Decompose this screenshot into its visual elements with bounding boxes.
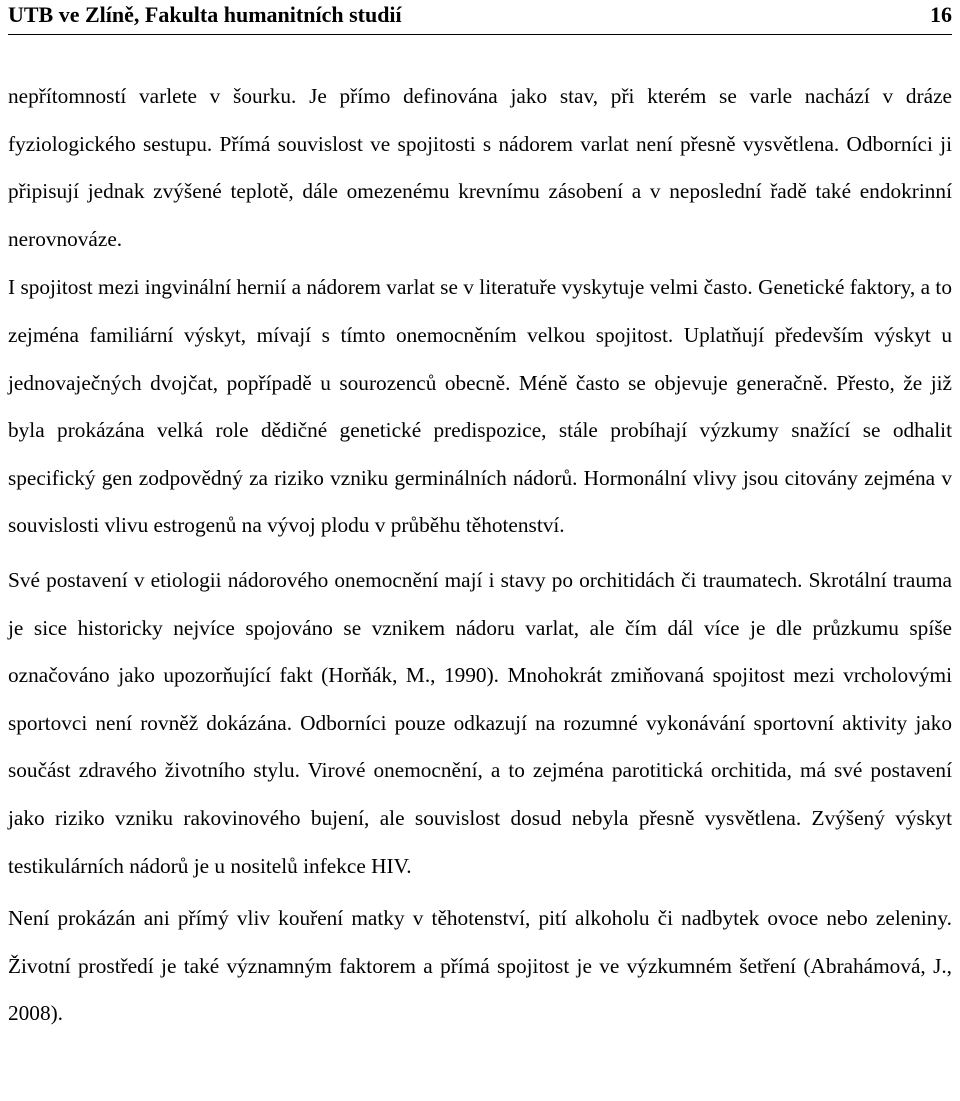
header-title: UTB ve Zlíně, Fakulta humanitních studií bbox=[8, 2, 402, 27]
paragraph: Své postavení v etiologii nádorového onemocnění mají i stavy po orchitidách či traumatech. Skrotální trauma je sice historicky nejvíce spojováno se vznikem nádoru varlat, ale čím dál více je dle průzkumu spíše označováno jako upozorňující fakt (Horňák, M., 1990). Mnohokrát zmiňovaná spojitost mezi vrcholovými sportovci není rovněž dokázána. Odborníci pouze odkazují na rozumné vykonávání sportovní aktivity jako součást zdravého životního stylu. Virové onemocnění, a to zejména parotitická orchitida, má své postavení jako riziko vzniku rakovinového bujení, ale souvislost dosud nebyla přesně vysvětlena. Zvýšený výskyt testikulárních nádorů je u nositelů infekce HIV. bbox=[8, 567, 952, 878]
page-number: 16 bbox=[930, 2, 952, 27]
document-body bbox=[8, 73, 952, 1038]
paragraph: nepřítomností varlete v šourku. Je přímo definována jako stav, při kterém se varle nachází v dráze fyziologického sestupu. Přímá souvislost ve spojitosti s nádorem varlat není přesně vysvětlena. Odborníci ji připisují jednak zvýšené teplotě, dále omezenému krevnímu zásobení a v neposlední řadě také endokrinní nerovnováze. bbox=[8, 84, 952, 251]
paragraph: Není prokázán ani přímý vliv kouření matky v těhotenství, pití alkoholu či nadbytek ovoce nebo zeleniny. Životní prostředí je také významným faktorem a přímá spojitost je ve výzkumném šetření (Abrahámová, J., 2008). bbox=[8, 906, 952, 1026]
running-header bbox=[8, 0, 952, 35]
paragraph: I spojitost mezi ingvinální hernií a nádorem varlat se v literatuře vyskytuje velmi často. Genetické faktory, a to zejména familiární výskyt, mívají s tímto onemocněním velkou spojitost. Uplatňují především výskyt u jednovaječných dvojčat, popřípadě u sourozenců obecně. Méně často se objevuje generačně. Přesto, že již byla prokázána velká role dědičné genetické predispozice, stále probíhají výzkumy snažící se odhalit specifický gen zodpovědný za riziko vzniku germinálních nádorů. Hormonální vlivy jsou citovány zejména v souvislosti vlivu estrogenů na vývoj plodu v průběhu těhotenství. bbox=[8, 275, 952, 538]
